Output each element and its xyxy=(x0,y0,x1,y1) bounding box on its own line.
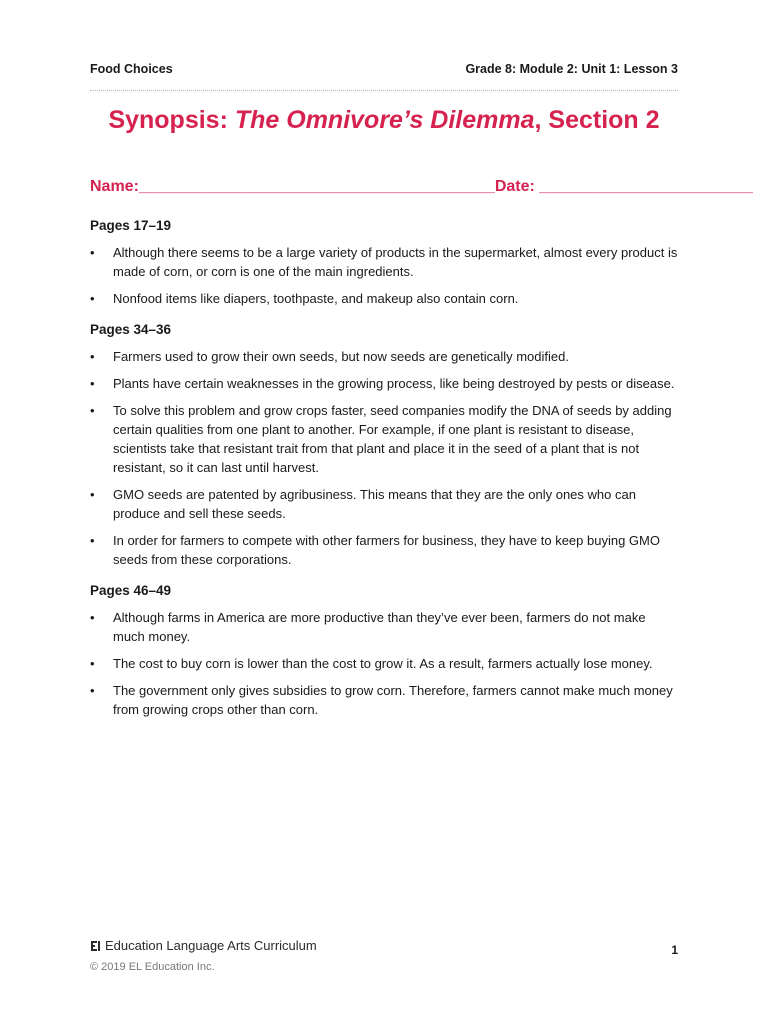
header-lesson-label: Grade 8: Module 2: Unit 1: Lesson 3 xyxy=(465,62,678,76)
page-title xyxy=(90,106,678,135)
header-divider xyxy=(90,90,678,91)
section-pages-46-49 xyxy=(90,583,678,719)
bullet-item: • The cost to buy corn is lower than the cost to grow it. As a result, farmers actually lose money. xyxy=(90,654,678,673)
synopsis-content xyxy=(90,218,678,733)
bullet-item: • Farmers used to grow their own seeds, but now seeds are genetically modified. xyxy=(90,347,678,366)
bullet-item: • In order for farmers to compete with other farmers for business, they have to keep buying GMO seeds from these corporations. xyxy=(90,531,678,569)
title-prefix: Synopsis: xyxy=(108,106,235,134)
section-heading: Pages 17–19 xyxy=(90,218,172,233)
footer-brand-text: Education Language Arts Curriculum xyxy=(105,938,317,953)
bullet-item: • Although farms in America are more productive than they’ve ever been, farmers do not make much money. xyxy=(90,608,678,646)
title-book-name: The Omnivore’s Dilemma xyxy=(234,106,535,134)
bullet-list xyxy=(90,243,678,308)
el-logo-icon xyxy=(90,940,102,952)
document-page xyxy=(90,0,753,1024)
bullet-list xyxy=(90,347,678,569)
page-header xyxy=(90,62,678,76)
name-date-line xyxy=(90,178,753,196)
section-heading: Pages 34–36 xyxy=(90,322,172,337)
bullet-list xyxy=(90,608,678,719)
section-heading: Pages 46–49 xyxy=(90,583,172,598)
bullet-item: • GMO seeds are patented by agribusiness. This means that they are the only ones who can produce and sell these seeds. xyxy=(90,485,678,523)
date-field: Date: ________________________ xyxy=(494,178,753,195)
copyright-text: © 2019 EL Education Inc. xyxy=(90,961,215,973)
section-pages-34-36 xyxy=(90,322,678,569)
title-suffix: , Section 2 xyxy=(534,106,660,134)
page-number: 1 xyxy=(671,943,678,957)
bullet-item: • Nonfood items like diapers, toothpaste, and makeup also contain corn. xyxy=(90,289,678,308)
bullet-item: • Although there seems to be a large variety of products in the supermarket, almost every product is made of corn, or corn is one of the main ingredients. xyxy=(90,243,678,281)
page-footer xyxy=(90,938,678,973)
bullet-item: • Plants have certain weaknesses in the growing process, like being destroyed by pests or disease. xyxy=(90,374,678,393)
header-course-title: Food Choices xyxy=(90,62,173,76)
section-pages-17-19 xyxy=(90,218,678,308)
bullet-item: • The government only gives subsidies to grow corn. Therefore, farmers cannot make much money from growing crops other than corn. xyxy=(90,681,678,719)
bullet-item: • To solve this problem and grow crops faster, seed companies modify the DNA of seeds by adding certain qualities from one plant to another. For example, if one plant is resistant to disease, scientists take that resistant trait from that plant and place it in the seed of a plant that is not resistant, so it can last until harvest. xyxy=(90,401,678,477)
name-field: Name:________________________________________ xyxy=(90,178,495,195)
footer-brand xyxy=(90,938,678,953)
